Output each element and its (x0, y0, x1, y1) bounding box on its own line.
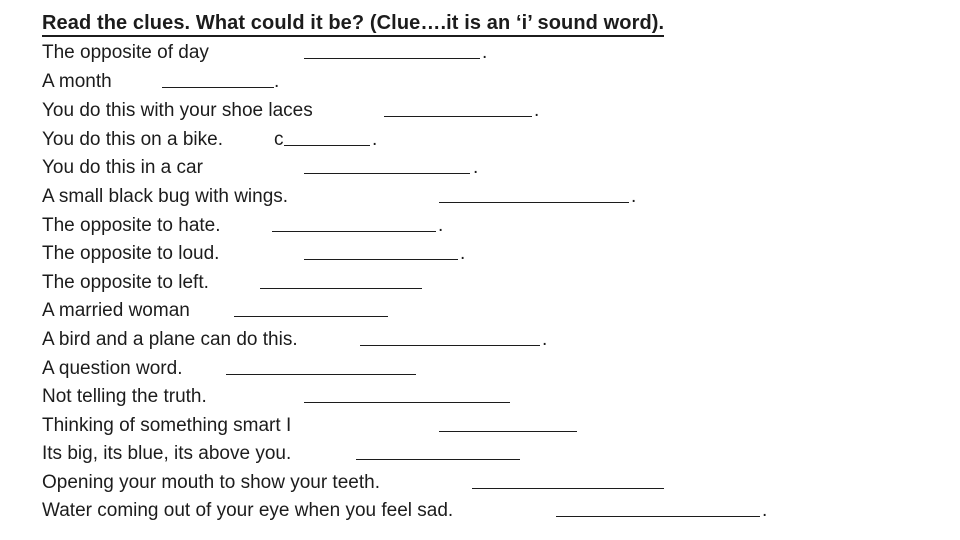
clue-text: A bird and a plane can do this. (42, 329, 298, 350)
clue-text: The opposite to hate. (42, 215, 221, 236)
clue-text: A month (42, 71, 112, 92)
answer-blank[interactable] (162, 87, 274, 88)
clue-text: You do this in a car (42, 157, 203, 178)
clue-text: You do this on a bike. (42, 129, 223, 150)
clue-row (42, 441, 942, 467)
clue-text: The opposite to loud. (42, 243, 220, 264)
answer-blank[interactable] (384, 116, 532, 117)
clue-end-period: . (762, 500, 768, 521)
clue-row (42, 69, 942, 95)
clue-row (42, 270, 942, 296)
clue-text: Its big, its blue, its above you. (42, 443, 292, 464)
answer-blank[interactable] (439, 202, 629, 203)
clue-end-period: . (534, 100, 540, 121)
answer-blank[interactable] (472, 488, 664, 489)
clue-row (42, 470, 942, 496)
clue-text: Water coming out of your eye when you feel sad. (42, 500, 454, 521)
answer-blank[interactable] (356, 459, 520, 460)
answer-blank[interactable] (439, 431, 577, 432)
answer-blank[interactable] (284, 145, 370, 146)
answer-blank[interactable] (226, 374, 416, 375)
clue-text: A married woman (42, 300, 190, 321)
clue-row (42, 327, 942, 353)
answer-blank[interactable] (556, 516, 760, 517)
clue-end-period: . (473, 157, 479, 178)
clue-text: Thinking of something smart I (42, 415, 292, 436)
clue-text: A question word. (42, 358, 183, 379)
clue-row (42, 356, 942, 382)
answer-blank[interactable] (304, 58, 480, 59)
clue-row (42, 184, 942, 210)
answer-blank[interactable] (304, 173, 470, 174)
answer-blank[interactable] (234, 316, 388, 317)
clue-row (42, 98, 942, 124)
clue-row (42, 498, 942, 524)
clue-end-period: . (542, 329, 548, 350)
clue-end-period: . (438, 215, 444, 236)
clue-text: Not telling the truth. (42, 386, 207, 407)
clue-text: Opening your mouth to show your teeth. (42, 472, 380, 493)
clue-row (42, 213, 942, 239)
clue-row (42, 384, 942, 410)
clue-row (42, 40, 942, 66)
clue-text: You do this with your shoe laces (42, 100, 313, 121)
clue-row (42, 241, 942, 267)
worksheet-title: Read the clues. What could it be? (Clue….it is an ‘i’ sound word). (42, 11, 664, 37)
clue-row (42, 298, 942, 324)
answer-blank[interactable] (260, 288, 422, 289)
clue-end-period: . (372, 129, 378, 150)
answer-blank[interactable] (360, 345, 540, 346)
clue-text: The opposite of day (42, 42, 209, 63)
clue-end-period: . (631, 186, 637, 207)
clue-end-period: . (482, 42, 488, 63)
clue-row (42, 155, 942, 181)
clue-end-period: . (460, 243, 466, 264)
answer-blank[interactable] (272, 231, 436, 232)
clue-row (42, 127, 942, 153)
clue-text: A small black bug with wings. (42, 186, 289, 207)
answer-blank[interactable] (304, 402, 510, 403)
clue-text: The opposite to left. (42, 272, 209, 293)
clue-row (42, 413, 942, 439)
answer-first-letter: c (274, 129, 284, 150)
clue-end-period: . (274, 71, 280, 92)
answer-blank[interactable] (304, 259, 458, 260)
